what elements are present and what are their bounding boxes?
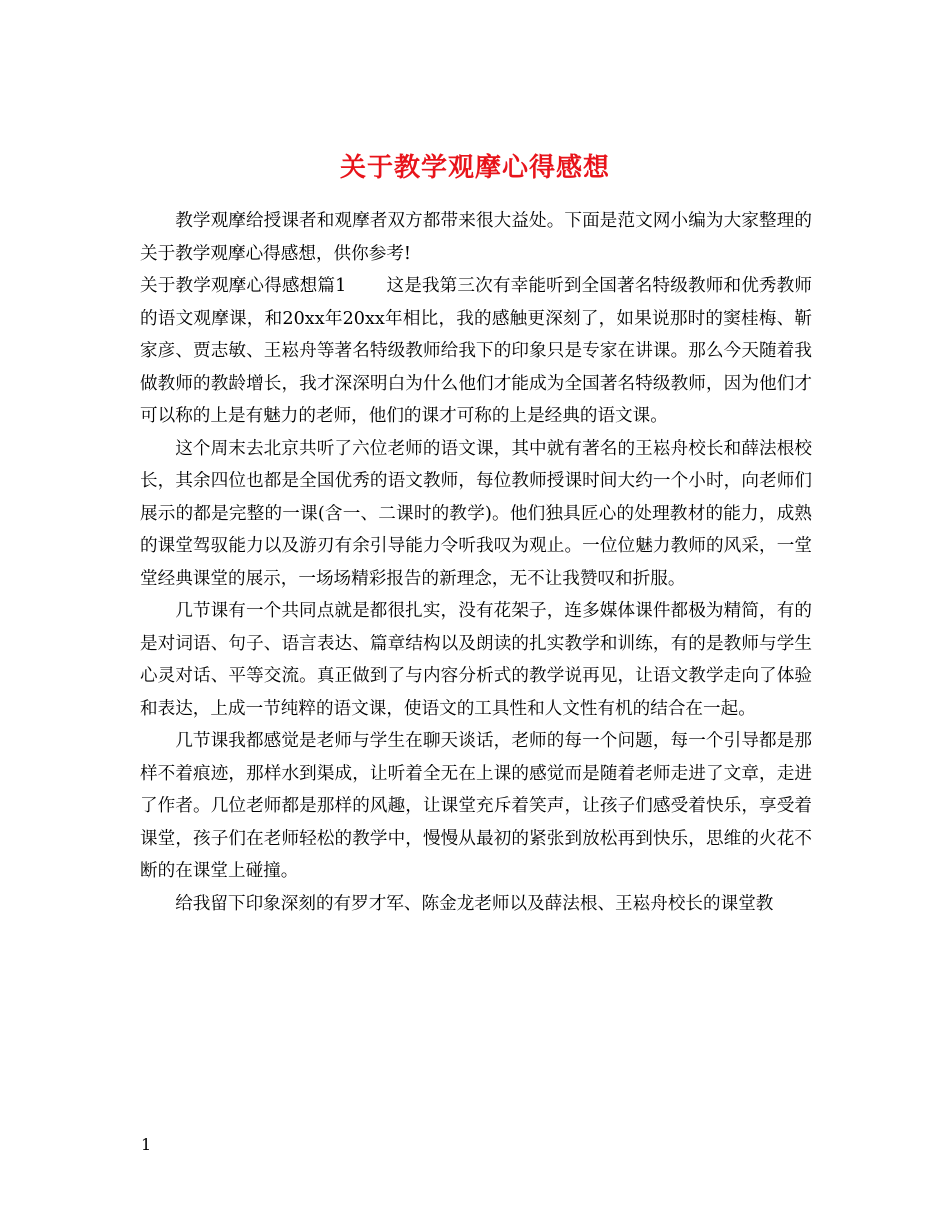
page-number: 1: [141, 1135, 152, 1154]
document-body: [140, 205, 812, 920]
body-paragraph: 这个周末去北京共听了六位老师的语文课，其中就有著名的王崧舟校长和薛法根校长，其余四位也都是全国优秀的语文教师，每位教师授课时间大约一个小时，向老师们展示的都是完整的一课(含一、二课时的教学)。他们独具匠心的处理教材的能力，成熟的课堂驾驭能力以及游刃有余引导能力令听我叹为观止。一位位魅力教师的风采，一堂堂经典课堂的展示，一场场精彩报告的新理念，无不让我赞叹和折服。: [140, 438, 812, 589]
document-title: 关于教学观摩心得感想: [339, 153, 610, 184]
section-first-paragraph-text: 这是我第三次有幸能听到全国著名特级教师和优秀教师的语文观摩课，和20xx年20xx年相比，我的感触更深刻了，如果说那时的窦桂梅、靳家彦、贾志敏、王崧舟等著名特级教师给我下的印象只是专家在讲课。那么今天随着我做教师的教龄增长，我才深深明白为什么他们才能成为全国著名特级教师，因为他们才可以称的上是有魅力的老师，他们的课才可称的上是经典的语文课。: [140, 276, 812, 426]
intro-paragraph: 教学观摩给授课者和观摩者双方都带来很大益处。下面是范文网小编为大家整理的关于教学观摩心得感想，供你参考!: [140, 211, 812, 264]
section-heading: 关于教学观摩心得感想篇1: [140, 276, 347, 296]
body-paragraph: 几节课有一个共同点就是都很扎实，没有花架子，连多媒体课件都极为精简，有的是对词语、句子、语言表达、篇章结构以及朗读的扎实教学和训练，有的是教师与学生心灵对话、平等交流。真正做到了与内容分析式的教学说再见，让语文教学走向了体验和表达，上成一节纯粹的语文课，使语文的工具性和人文性有机的结合在一起。: [140, 601, 812, 719]
body-paragraph: 给我留下印象深刻的有罗才军、陈金龙老师以及薛法根、王崧舟校长的课堂教: [175, 893, 774, 914]
body-paragraph: 几节课我都感觉是老师与学生在聊天谈话，老师的每一个问题，每一个引导都是那样不着痕迹，那样水到渠成，让听着全无在上课的感觉而是随着老师走进了文章，走进了作者。几位老师都是那样的风趣，让课堂充斥着笑声，让孩子们感受着快乐，享受着课堂，孩子们在老师轻松的教学中，慢慢从最初的紧张到放松再到快乐，思维的火花不断的在课堂上碰撞。: [140, 731, 812, 881]
section-first-paragraph: [140, 270, 812, 433]
